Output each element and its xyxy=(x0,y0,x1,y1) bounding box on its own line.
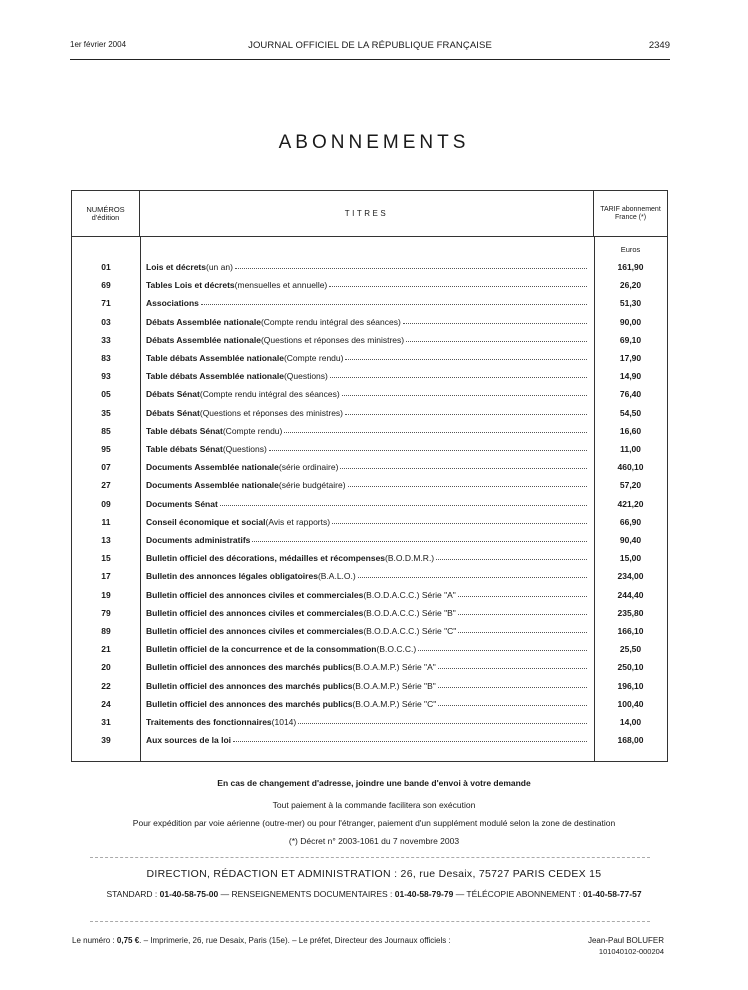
title-detail: (B.O.C.C.) xyxy=(376,644,417,655)
table-row xyxy=(72,371,667,389)
title-detail: (B.O.A.M.P.) Série "B" xyxy=(352,680,436,691)
note-decree: (*) Décret n° 2003-1061 du 7 novembre 2003 xyxy=(288,836,460,846)
edition-number: 39 xyxy=(101,735,111,746)
leader-dots xyxy=(235,262,587,269)
separator xyxy=(90,857,650,858)
title-detail: (B.O.D.A.C.C.) Série "A" xyxy=(363,589,456,600)
leader-dots xyxy=(348,480,587,487)
title-bold: Bulletin officiel des annonces des marchés publics xyxy=(146,662,353,673)
title-bold: Table débats Sénat xyxy=(146,425,223,436)
row-title xyxy=(146,426,588,436)
row-title xyxy=(146,408,588,418)
title-bold: Lois et décrets xyxy=(146,262,206,272)
row-title xyxy=(146,389,588,399)
title-bold: Tables Lois et décrets xyxy=(146,280,235,291)
row-title xyxy=(146,644,588,654)
edition-number: 05 xyxy=(101,389,111,400)
title-bold: Bulletin officiel des annonces des marchés publics xyxy=(146,680,353,691)
leader-dots xyxy=(458,590,587,597)
edition-number: 31 xyxy=(101,717,111,727)
title-bold: Table débats Sénat xyxy=(146,444,223,454)
title-bold: Table débats Assemblée nationale xyxy=(146,353,284,363)
row-title xyxy=(146,317,588,327)
row-title xyxy=(146,444,588,454)
table-row xyxy=(72,608,667,626)
page-footer xyxy=(72,936,664,956)
title-detail: (Questions et réponses des ministres) xyxy=(260,334,405,345)
edition-number: 11 xyxy=(101,516,111,527)
price: 90,00 xyxy=(619,316,642,327)
title-detail: (Compte rendu intégral des séances) xyxy=(260,316,401,327)
title-bold: Bulletin officiel des annonces des marchés publics xyxy=(146,698,353,709)
leader-dots xyxy=(418,644,587,651)
title-detail: (série budgétaire) xyxy=(278,480,346,491)
edition-number: 19 xyxy=(101,589,111,600)
note-payment: Tout paiement à la commande facilitera son exécution xyxy=(272,800,476,810)
title-detail: (Compte rendu intégral des séances) xyxy=(199,389,340,400)
subscriptions-table xyxy=(71,190,668,762)
price: 66,90 xyxy=(619,516,642,527)
title-detail: (B.O.A.M.P.) Série "A" xyxy=(352,662,436,673)
edition-number: 01 xyxy=(101,262,111,272)
price: 161,90 xyxy=(617,262,644,272)
table-row xyxy=(72,553,667,571)
table-row xyxy=(72,699,667,717)
row-title xyxy=(146,571,588,581)
leader-dots xyxy=(342,389,587,396)
table-row xyxy=(72,662,667,680)
title-detail: (mensuelles et annuelle) xyxy=(234,280,328,291)
leader-dots xyxy=(329,280,587,287)
renseignements-label: — RENSEIGNEMENTS DOCUMENTAIRES : xyxy=(218,889,395,899)
leader-dots xyxy=(458,626,587,633)
price: 15,00 xyxy=(619,553,642,564)
table-row xyxy=(72,571,667,589)
edition-number: 89 xyxy=(101,626,111,636)
table-row xyxy=(72,462,667,480)
title-bold: Bulletin des annonces légales obligatoires xyxy=(146,571,318,582)
title-bold: Associations xyxy=(146,298,199,309)
title-detail: (Compte rendu) xyxy=(222,425,283,436)
row-title xyxy=(146,535,588,545)
table-row xyxy=(72,681,667,699)
title-bold: Débats Sénat xyxy=(146,407,200,418)
row-title xyxy=(146,662,588,672)
row-title xyxy=(146,353,588,363)
row-title xyxy=(146,262,588,272)
table-row xyxy=(72,389,667,407)
title-bold: Bulletin officiel des décorations, médailles et récompenses xyxy=(146,553,386,564)
leader-dots xyxy=(220,499,587,506)
price: 26,20 xyxy=(619,280,642,291)
title-detail: (série ordinaire) xyxy=(278,462,339,473)
edition-number: 27 xyxy=(101,480,111,491)
edition-number: 71 xyxy=(101,298,111,309)
row-title xyxy=(146,335,588,345)
table-row xyxy=(72,426,667,444)
row-title xyxy=(146,480,588,490)
title-bold: Bulletin officiel des annonces civiles et commerciales xyxy=(146,626,364,636)
standard-label: STANDARD : xyxy=(106,889,160,899)
price: 196,10 xyxy=(617,680,644,691)
price: 14,90 xyxy=(619,371,642,382)
table-row xyxy=(72,480,667,498)
direction-address: DIRECTION, RÉDACTION ET ADMINISTRATION : 26, rue Desaix, 75727 PARIS CEDEX 15 xyxy=(146,868,602,880)
price: 51,30 xyxy=(619,298,642,309)
price: 166,10 xyxy=(617,626,644,636)
table-row xyxy=(72,590,667,608)
title-bold: Débats Sénat xyxy=(146,389,200,400)
row-title xyxy=(146,590,588,600)
edition-number: 69 xyxy=(101,280,111,291)
table-row xyxy=(72,262,667,280)
edition-number: 13 xyxy=(101,535,111,545)
table-row xyxy=(72,517,667,535)
title-bold: Documents Assemblée nationale xyxy=(146,462,279,473)
price: 14,00 xyxy=(619,717,642,727)
row-title xyxy=(146,717,588,727)
table-row xyxy=(72,280,667,298)
title-detail: (Questions) xyxy=(283,371,328,382)
leader-dots xyxy=(438,662,587,669)
price: 76,40 xyxy=(619,389,642,400)
edition-number: 24 xyxy=(101,698,111,709)
footer-imprint xyxy=(72,936,451,945)
column-header-numeros: NUMÉROS d'édition xyxy=(72,191,140,237)
leader-dots xyxy=(345,353,587,360)
edition-number: 85 xyxy=(101,425,111,436)
title-bold: Aux sources de la loi xyxy=(146,735,232,746)
edition-number: 03 xyxy=(101,316,111,327)
price: 100,40 xyxy=(617,698,644,709)
leader-dots xyxy=(284,426,587,433)
price: 234,00 xyxy=(617,571,644,582)
price: 11,00 xyxy=(620,444,641,454)
row-title xyxy=(146,280,588,290)
title-bold: Traitements des fonctionnaires xyxy=(146,717,272,727)
column-header-tarif: TARIF abonnement France (*) xyxy=(594,191,667,237)
title-detail: (B.O.D.A.C.C.) Série "B" xyxy=(363,607,456,618)
row-title xyxy=(146,608,588,618)
price: 421,20 xyxy=(617,498,644,509)
edition-number: 07 xyxy=(101,462,111,473)
numero-label: Le numéro : xyxy=(72,936,117,945)
leader-dots xyxy=(358,571,587,578)
row-title xyxy=(146,626,588,636)
row-title xyxy=(146,681,588,691)
title-bold: Documents administratifs xyxy=(146,535,251,545)
leader-dots xyxy=(438,681,587,688)
leader-dots xyxy=(436,553,587,560)
standard-number: 01-40-58-75-00 xyxy=(159,889,219,899)
edition-number: 17 xyxy=(101,571,111,582)
leader-dots xyxy=(330,371,587,378)
table-row xyxy=(72,626,667,644)
table-row xyxy=(72,353,667,371)
title-detail: (Questions et réponses des ministres) xyxy=(199,407,344,418)
price: 16,60 xyxy=(619,425,642,436)
column-header-titres: TITRES xyxy=(140,191,594,237)
renseignements-number: 01-40-58-79-79 xyxy=(394,889,454,899)
edition-number: 95 xyxy=(101,444,111,454)
title-detail: (B.A.L.O.) xyxy=(317,571,356,582)
leader-dots xyxy=(252,535,587,542)
leader-dots xyxy=(403,317,587,324)
edition-number: 35 xyxy=(101,407,111,418)
edition-number: 33 xyxy=(101,334,111,345)
table-row xyxy=(72,298,667,316)
title-detail: (un an) xyxy=(206,262,233,272)
row-title xyxy=(146,462,588,472)
title-bold: Bulletin officiel de la concurrence et de la consommation xyxy=(146,644,377,655)
row-title xyxy=(146,499,588,509)
telecopie-label: — TÉLÉCOPIE ABONNEMENT : xyxy=(453,889,583,899)
table-row xyxy=(72,444,667,462)
table-row xyxy=(72,535,667,553)
page-header xyxy=(70,40,670,60)
table-row xyxy=(72,644,667,662)
leader-dots xyxy=(269,444,587,451)
price: 54,50 xyxy=(619,407,642,418)
header-journal-title: JOURNAL OFFICIEL DE LA RÉPUBLIQUE FRANÇAISE xyxy=(248,40,492,51)
phone-numbers xyxy=(0,889,748,899)
title-detail: (B.O.D.A.C.C.) Série "C" xyxy=(363,626,457,636)
leader-dots xyxy=(438,699,587,706)
edition-number: 20 xyxy=(101,662,111,673)
title-detail: (Compte rendu) xyxy=(283,353,344,363)
title-detail: (1014) xyxy=(271,717,297,727)
leader-dots xyxy=(345,408,587,415)
director-name: Jean-Paul BOLUFER xyxy=(587,936,664,945)
row-title xyxy=(146,553,588,563)
table-row xyxy=(72,335,667,353)
edition-number: 79 xyxy=(101,607,111,618)
title-bold: Bulletin officiel des annonces civiles et commerciales xyxy=(146,589,364,600)
edition-number: 22 xyxy=(101,680,111,691)
edition-number: 21 xyxy=(101,644,111,655)
title-detail: (B.O.D.M.R.) xyxy=(385,553,435,564)
price: 250,10 xyxy=(617,662,644,673)
leader-dots xyxy=(332,517,587,524)
header-page-number: 2349 xyxy=(648,40,670,51)
note-address-change: En cas de changement d'adresse, joindre une bande d'envoi à votre demande xyxy=(217,778,531,788)
price: 69,10 xyxy=(619,334,642,345)
numero-price: 0,75 € xyxy=(116,936,140,945)
row-title xyxy=(146,699,588,709)
title-bold: Documents Sénat xyxy=(146,498,218,509)
table-row xyxy=(72,717,667,735)
row-title xyxy=(146,298,588,308)
title-bold: Conseil économique et social xyxy=(146,516,266,527)
row-title xyxy=(146,735,588,745)
currency-label: Euros xyxy=(620,245,641,254)
telecopie-number: 01-40-58-77-57 xyxy=(582,889,642,899)
edition-number: 83 xyxy=(101,353,111,363)
price: 90,40 xyxy=(619,535,642,545)
separator xyxy=(90,921,650,922)
title-bold: Bulletin officiel des annonces civiles et commerciales xyxy=(146,607,364,618)
edition-number: 09 xyxy=(101,498,111,509)
title-bold: Table débats Assemblée nationale xyxy=(146,371,284,382)
publication-code: 101040102-000204 xyxy=(598,947,664,956)
row-title xyxy=(146,371,588,381)
price: 57,20 xyxy=(619,480,642,491)
price: 244,40 xyxy=(617,589,644,600)
title-bold: Documents Assemblée nationale xyxy=(146,480,279,491)
title-detail: (Avis et rapports) xyxy=(265,516,331,527)
price: 460,10 xyxy=(617,462,644,473)
page-title: ABONNEMENTS xyxy=(278,132,470,153)
price: 235,80 xyxy=(617,607,644,618)
price: 17,90 xyxy=(619,353,642,363)
table-row xyxy=(72,735,667,753)
leader-dots xyxy=(406,335,587,342)
price: 25,50 xyxy=(619,644,642,655)
price: 168,00 xyxy=(617,735,644,746)
leader-dots xyxy=(201,298,587,305)
edition-number: 93 xyxy=(101,371,111,382)
note-air-mail: Pour expédition par voie aérienne (outre-mer) ou pour l'étranger, paiement d'un supplément modulé selon la zone de destination xyxy=(132,818,616,828)
edition-number: 15 xyxy=(101,553,111,564)
title-bold: Débats Assemblée nationale xyxy=(146,334,261,345)
header-rule xyxy=(70,59,670,60)
title-bold: Débats Assemblée nationale xyxy=(146,316,261,327)
header-date: 1er février 2004 xyxy=(70,40,127,49)
leader-dots xyxy=(298,717,587,724)
table-row xyxy=(72,499,667,517)
table-row xyxy=(72,317,667,335)
imprimerie-text: . – Imprimerie, 26, rue Desaix, Paris (15e). – Le préfet, Directeur des Journaux officiels : xyxy=(139,936,451,945)
title-detail: (Questions) xyxy=(222,444,267,454)
table-row xyxy=(72,408,667,426)
title-detail: (B.O.A.M.P.) Série "C" xyxy=(352,698,437,709)
leader-dots xyxy=(340,462,587,469)
row-title xyxy=(146,517,588,527)
leader-dots xyxy=(458,608,587,615)
leader-dots xyxy=(233,735,587,742)
